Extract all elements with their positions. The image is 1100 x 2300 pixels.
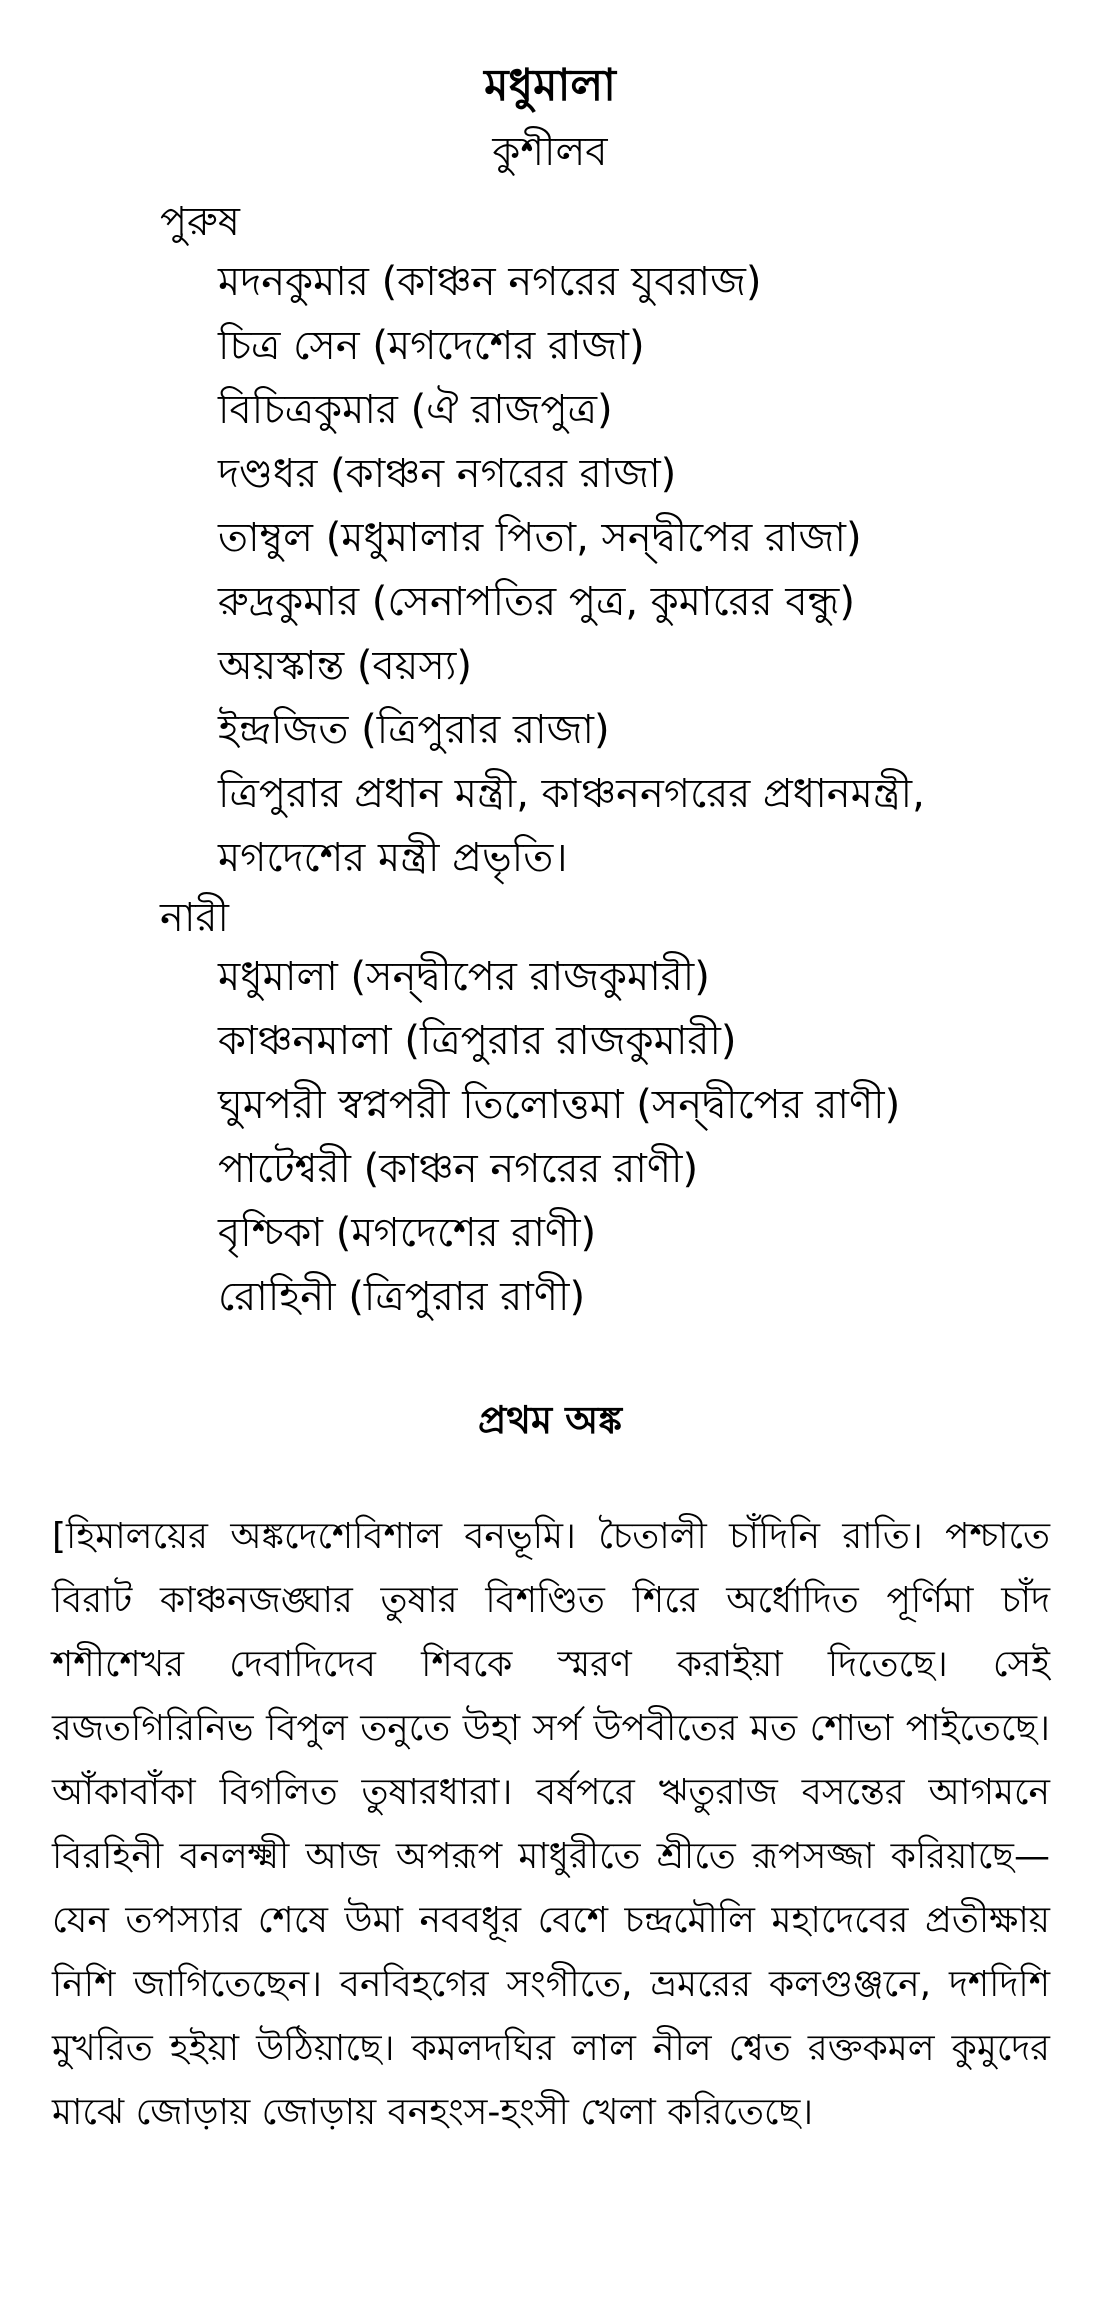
cast-item: মগদেশের মন্ত্রী প্রভৃতি। [218, 835, 568, 881]
cast-item: মধুমালা (সন্দ্বীপের রাজকুমারী) [218, 954, 710, 1000]
cast-item: অয়স্কান্ত (বয়স্য) [218, 643, 472, 689]
cast-item: তাম্বুল (মধুমালার পিতা, সন্দ্বীপের রাজা) [218, 515, 862, 561]
cast-item: ত্রিপুরার প্রধান মন্ত্রী, কাঞ্চননগরের প্রধানমন্ত্রী, [218, 771, 925, 817]
act-heading: প্রথম অঙ্ক [478, 1398, 622, 1442]
cast-item: ইন্দ্রজিত (ত্রিপুরার রাজা) [218, 707, 610, 753]
female-cast-list [218, 945, 900, 1329]
male-cast-list [218, 250, 925, 890]
play-title: মধুমালা [484, 60, 616, 111]
cast-item: দণ্ডধর (কাঞ্চন নগরের রাজা) [218, 451, 677, 497]
cast-item: রুদ্রকুমার (সেনাপতির পুত্র, কুমারের বন্ধু) [218, 579, 855, 625]
female-section-heading: নারী [160, 895, 229, 941]
cast-item: চিত্র সেন (মগদেশের রাজা) [218, 323, 645, 369]
male-section-heading: পুরুষ [160, 199, 240, 245]
cast-item: কাঞ্চনমালা (ত্রিপুরার রাজকুমারী) [218, 1018, 737, 1064]
cast-item: পাটেশ্বরী (কাঞ্চন নগরের রাণী) [218, 1146, 699, 1192]
cast-item: বৃশ্চিকা (মগদেশের রাণী) [218, 1210, 597, 1256]
cast-item: ঘুমপরী স্বপ্নপরী তিলোত্তমা (সন্দ্বীপের রাণী) [218, 1082, 901, 1128]
cast-item: মদনকুমার (কাঞ্চন নগরের যুবরাজ) [218, 259, 762, 305]
cast-item: রোহিনী (ত্রিপুরার রাণী) [218, 1274, 586, 1320]
scene-description: [হিমালয়ের অঙ্কদেশেবিশাল বনভূমি। চৈতালী চাঁদিনি রাতি। পশ্চাতে বিরাট কাঞ্চনজঙ্ঘার তুষার বিশণ্ডিত শিরে অর্ধোদিত পূর্ণিমা চাঁদ শশীশেখর দেবাদিদেব শিবকে স্মরণ করাইয়া দিতেছে। সেই রজতগিরিনিভ বিপুল তনুতে উহা সর্প উপবীতের মত শোভা পাইতেছে। আঁকাবাঁকা বিগলিত তুষারধারা। বর্ষপরে ঋতুরাজ বসন্তের আগমনে বিরহিনী বনলক্ষ্মী আজ অপরূপ মাধুরীতে শ্রীতে রূপসজ্জা করিয়াছে—যেন তপস্যার শেষে উমা নববধূর বেশে চন্দ্রমৌলি মহাদেবের প্রতীক্ষায় নিশি জাগিতেছেন। বনবিহগের সংগীতে, ভ্রমরের কলগুঞ্জনে, দশদিশি মুখরিত হইয়া উঠিয়াছে। কমলদঘির লাল নীল শ্বেত রক্তকমল কুমুদের মাঝে জোড়ায় জোড়ায় বনহংস-হংসী খেলা করিতেছে। [52, 1516, 1050, 2133]
cast-heading: কুশীলব [492, 129, 608, 175]
cast-item: বিচিত্রকুমার (ঐ রাজপুত্র) [218, 387, 613, 433]
